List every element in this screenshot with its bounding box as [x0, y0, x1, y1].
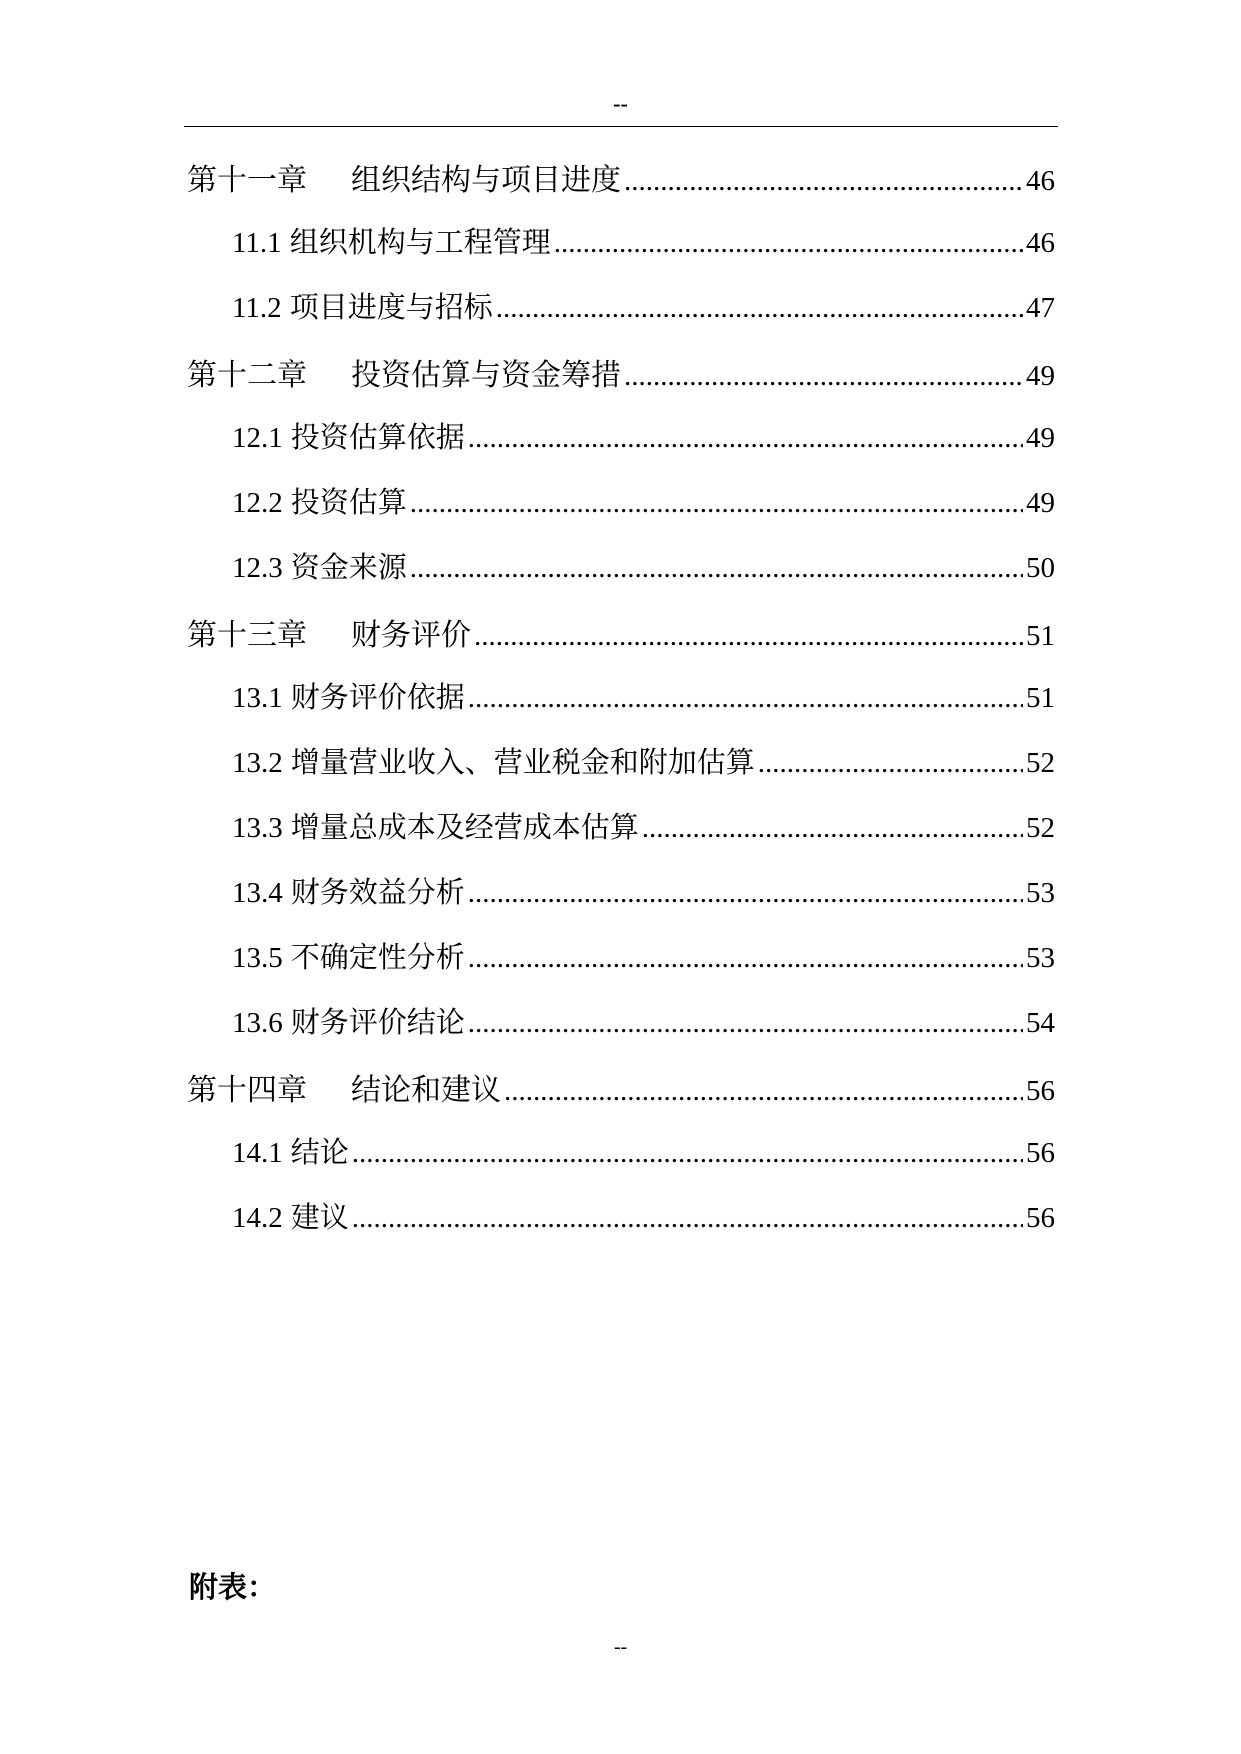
- toc-entry-title: 财务评价结论: [290, 1005, 465, 1039]
- toc-section-number: 13.5: [232, 942, 283, 974]
- toc-section-number: 13.6: [232, 1007, 283, 1039]
- toc-page-number: 53: [1026, 877, 1055, 909]
- toc-entry-title: 投资估算依据: [290, 420, 465, 454]
- toc-dot-leader: [496, 292, 1023, 325]
- toc-dot-leader: [624, 360, 1023, 393]
- toc-section-13-3[interactable]: [187, 805, 1055, 870]
- page-header-mark: --: [613, 91, 628, 116]
- toc-section-14-1[interactable]: [187, 1130, 1055, 1195]
- toc-entry-title: 财务评价依据: [290, 680, 465, 714]
- table-of-contents: [187, 155, 1055, 1260]
- toc-entry-title: 组织结构与项目进度: [351, 163, 621, 198]
- toc-chapter-14[interactable]: [187, 1065, 1055, 1130]
- toc-page-number: 49: [1026, 360, 1055, 392]
- toc-dot-leader: [468, 1007, 1023, 1040]
- toc-section-12-3[interactable]: [187, 545, 1055, 610]
- toc-page-number: 56: [1026, 1137, 1055, 1169]
- toc-entry-title: 财务效益分析: [290, 875, 465, 909]
- toc-entry-title: 结论: [290, 1135, 349, 1169]
- toc-entry-title: 投资估算: [290, 485, 407, 519]
- toc-page-number: 52: [1026, 747, 1055, 779]
- toc-page-number: 49: [1026, 422, 1055, 454]
- toc-dot-leader: [410, 552, 1023, 585]
- toc-section-13-5[interactable]: [187, 935, 1055, 1000]
- toc-section-12-2[interactable]: [187, 480, 1055, 545]
- toc-dot-leader: [758, 747, 1023, 780]
- toc-entry-title: 资金来源: [290, 550, 407, 584]
- toc-section-number: 12.3: [232, 552, 283, 584]
- toc-entry-title: 财务评价: [351, 618, 471, 653]
- toc-chapter-label: 第十四章: [187, 1073, 307, 1108]
- toc-chapter-12[interactable]: [187, 350, 1055, 415]
- appendix-heading: 附表：: [189, 1570, 277, 1604]
- toc-section-number: 14.2: [232, 1202, 283, 1234]
- toc-dot-leader: [554, 227, 1023, 260]
- toc-entry-title: 结论和建议: [351, 1073, 501, 1108]
- toc-page-number: 56: [1026, 1075, 1055, 1107]
- toc-dot-leader: [474, 620, 1023, 653]
- toc-section-14-2[interactable]: [187, 1195, 1055, 1260]
- toc-section-number: 14.1: [232, 1137, 283, 1169]
- toc-section-number: 13.4: [232, 877, 283, 909]
- toc-entry-title: 建议: [290, 1200, 349, 1234]
- toc-dot-leader: [642, 812, 1023, 845]
- toc-chapter-label: 第十三章: [187, 618, 307, 653]
- toc-section-number: 11.2: [232, 292, 282, 324]
- toc-chapter-label: 第十一章: [187, 163, 307, 198]
- toc-dot-leader: [468, 422, 1023, 455]
- toc-page-number: 46: [1026, 165, 1055, 197]
- toc-section-13-2[interactable]: [187, 740, 1055, 805]
- toc-page-number: 51: [1026, 682, 1055, 714]
- toc-page-number: 47: [1026, 292, 1055, 324]
- toc-section-number: 12.1: [232, 422, 283, 454]
- toc-page-number: 53: [1026, 942, 1055, 974]
- toc-page-number: 49: [1026, 487, 1055, 519]
- toc-chapter-label: 第十二章: [187, 358, 307, 393]
- toc-section-11-2[interactable]: [187, 285, 1055, 350]
- toc-entry-title: 不确定性分析: [290, 940, 465, 974]
- toc-dot-leader: [410, 487, 1023, 520]
- toc-section-13-1[interactable]: [187, 675, 1055, 740]
- toc-entry-title: 组织机构与工程管理: [289, 225, 551, 259]
- toc-dot-leader: [352, 1202, 1023, 1235]
- toc-section-number: 12.2: [232, 487, 283, 519]
- toc-page-number: 54: [1026, 1007, 1055, 1039]
- toc-dot-leader: [468, 682, 1023, 715]
- toc-section-13-6[interactable]: [187, 1000, 1055, 1065]
- toc-dot-leader: [352, 1137, 1023, 1170]
- toc-section-11-1[interactable]: [187, 220, 1055, 285]
- toc-section-number: 13.2: [232, 747, 283, 779]
- page-footer-mark: --: [613, 1636, 628, 1658]
- toc-entry-title: 投资估算与资金筹措: [351, 358, 621, 393]
- toc-section-12-1[interactable]: [187, 415, 1055, 480]
- toc-page-number: 52: [1026, 812, 1055, 844]
- toc-section-13-4[interactable]: [187, 870, 1055, 935]
- toc-page-number: 46: [1026, 227, 1055, 259]
- toc-section-number: 11.1: [232, 227, 282, 259]
- toc-dot-leader: [504, 1075, 1023, 1108]
- toc-chapter-11[interactable]: [187, 155, 1055, 220]
- toc-page-number: 50: [1026, 552, 1055, 584]
- toc-section-number: 13.3: [232, 812, 283, 844]
- toc-section-number: 13.1: [232, 682, 283, 714]
- toc-entry-title: 增量营业收入、营业税金和附加估算: [290, 745, 755, 779]
- toc-entry-title: 项目进度与招标: [289, 290, 493, 324]
- toc-page-number: 51: [1026, 620, 1055, 652]
- toc-page-number: 56: [1026, 1202, 1055, 1234]
- toc-entry-title: 增量总成本及经营成本估算: [290, 810, 639, 844]
- toc-dot-leader: [468, 942, 1023, 975]
- header-rule: [184, 126, 1058, 127]
- toc-dot-leader: [624, 165, 1023, 198]
- toc-dot-leader: [468, 877, 1023, 910]
- toc-chapter-13[interactable]: [187, 610, 1055, 675]
